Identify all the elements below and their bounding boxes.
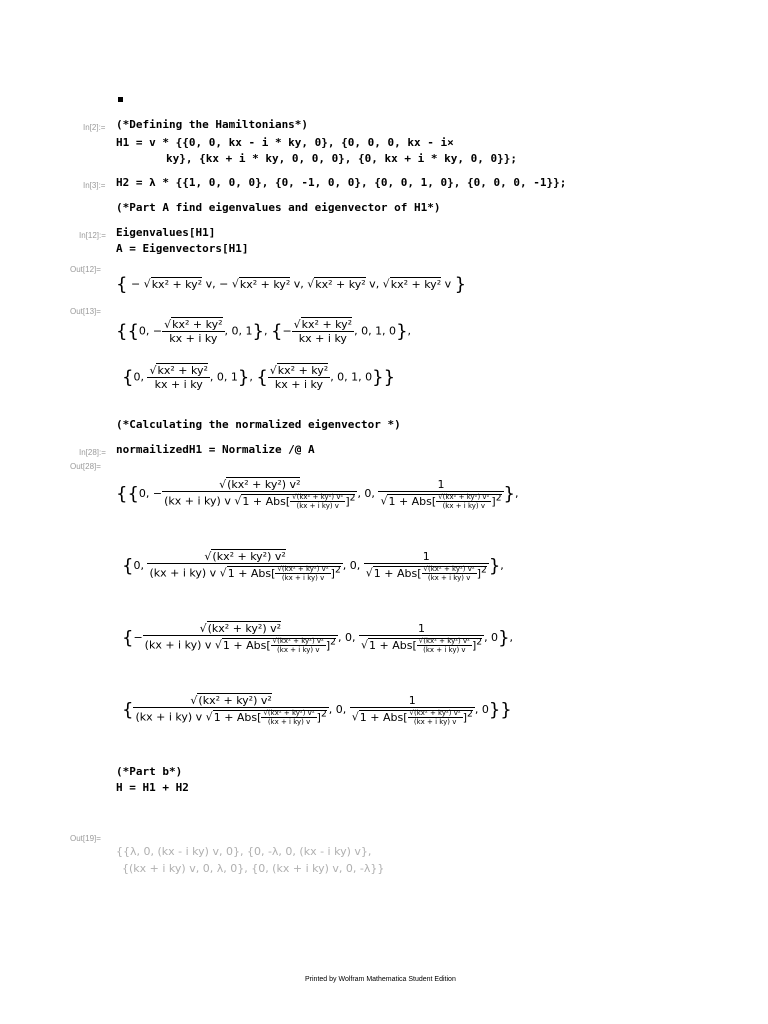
partB-comment[interactable]: (*Part b*) — [116, 765, 183, 778]
in2-label: In[2]:= — [83, 123, 106, 132]
in12-code-line2[interactable]: A = Eigenvectors[H1] — [116, 242, 249, 255]
norm-comment[interactable]: (*Calculating the normalized eigenvector *) — [116, 418, 401, 431]
in2-code-line2[interactable]: ky}, {kx + i * ky, 0, 0, 0}, {0, kx + i * ky, 0, 0}}; — [166, 152, 517, 165]
in12-label: In[12]:= — [79, 231, 106, 240]
in12-code-line1[interactable]: Eigenvalues[H1] — [116, 226, 216, 239]
out13-label: Out[13]= — [70, 307, 101, 316]
partA-comment[interactable]: (*Part A find eigenvalues and eigenvector of H1*) — [116, 201, 441, 214]
print-footer: Printed by Wolfram Mathematica Student Edition — [305, 976, 456, 983]
out12-label: Out[12]= — [70, 265, 101, 274]
in3-label: In[3]:= — [83, 181, 106, 190]
in2-code-line1[interactable]: H1 = v * {{0, 0, kx - i * ky, 0}, {0, 0, 0, kx - i× — [116, 136, 454, 149]
in2-comment[interactable]: (*Defining the Hamiltonians*) — [116, 118, 309, 131]
out28-vector3: {− √(kx² + ky²) v² (kx + i ky) v √1 + Abs[ $\frac{\text{√(kx² + ky²) v²}}{\text{(kx + i ky) v}}$ ]$^2$ , 0, 1 √1 + Abs[ $\frac{\text{√(kx² + ky²) v²}}{\text{(kx + i ky) v}}$ ]$^2$ , 0}, — [122, 622, 514, 655]
in3-code[interactable]: H2 = λ * {{1, 0, 0, 0}, {0, -1, 0, 0}, {0, 0, 1, 0}, {0, 0, 0, -1}}; — [116, 176, 567, 189]
out28-vector2: {0, √(kx² + ky²) v² (kx + i ky) v √1 + Abs[ $\frac{\text{√(kx² + ky²) v²}}{\text{(kx + i ky) v}}$ ]$^2$ , 0, 1 √1 + Abs[ $\frac{\text{√(kx² + ky²) v²}}{\text{(kx + i ky) v}}$ ]$^2$ }, — [122, 550, 504, 583]
out28-vector4: { √(kx² + ky²) v² (kx + i ky) v √1 + Abs[ $\frac{\text{√(kx² + ky²) v²}}{\text{(kx + i ky) v}}$ ]$^2$ , 0, 1 √1 + Abs[ $\frac{\text{√(kx² + ky²) v²}}{\text{(kx + i ky) v}}$ ]$^2$ , 0}} — [122, 694, 512, 727]
cell-bullet — [118, 97, 123, 102]
in28-code[interactable]: normailizedH1 = Normalize /@ A — [116, 443, 315, 456]
out13-eigenvectors-row1: {{0, − $\frac{\text{√kx² + ky²}}{\text{kx + i ky}}$ , 0, 1}, {− $\frac{\text{√kx² + ky²}}{\text{kx + i ky}}$ , 0, 1, 0}, — [116, 318, 412, 345]
out12-eigenvalues: { − √kx² + ky² v, − √kx² + ky² v, √kx² + ky² v, √kx² + ky² v } — [116, 274, 467, 295]
out19-line2: {(kx + i ky) v, 0, λ, 0}, {0, (kx + i ky) v, 0, -λ}} — [122, 862, 385, 875]
out13-eigenvectors-row2: {0, $\frac{\text{√kx² + ky²}}{\text{kx + i ky}}$ , 0, 1}, { $\frac{\text{√kx² + ky²}}{\text{kx + i ky}}$ , 0, 1, 0}} — [122, 364, 396, 391]
partB-code[interactable]: H = H1 + H2 — [116, 781, 189, 794]
out19-line1: {{λ, 0, (kx - i ky) v, 0}, {0, -λ, 0, (kx - i ky) v}, — [116, 845, 372, 858]
out19-label: Out[19]= — [70, 834, 101, 843]
out28-label: Out[28]= — [70, 462, 101, 471]
out28-vector1: {{0, − √(kx² + ky²) v² (kx + i ky) v √1 + Abs[ $\frac{\text{√(kx² + ky²) v²}}{\text{(kx + i ky) v}}$ ]$^2$ , 0, 1 √1 + Abs[ $\frac{\text{√(kx² + ky²) v²}}{\text{(kx + i ky) v}}$ ]$^2$ }, — [116, 478, 519, 511]
in28-label: In[28]:= — [79, 448, 106, 457]
